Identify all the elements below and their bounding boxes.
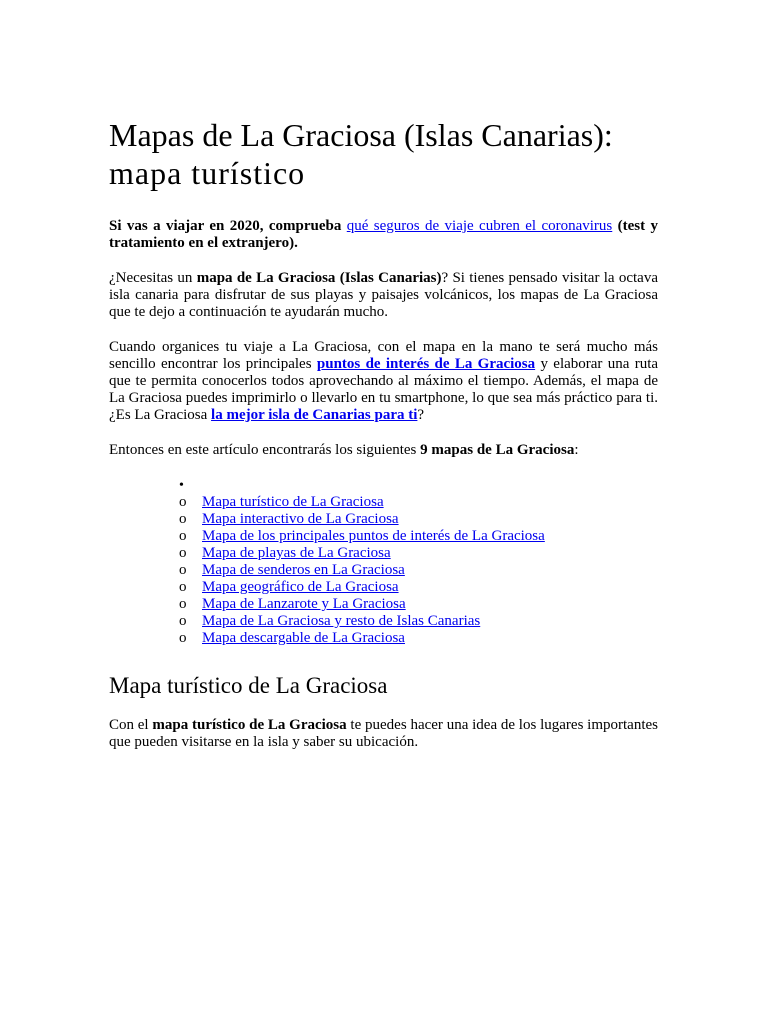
bullet-dot-icon: • <box>179 478 184 493</box>
toc-link-senderos[interactable]: Mapa de senderos en La Graciosa <box>202 562 405 578</box>
page-title-line2: mapa turístico <box>109 155 306 191</box>
maps-intro-colon: : <box>574 442 579 458</box>
toc-item <box>179 545 658 562</box>
toc-empty-item <box>179 477 658 494</box>
planning-text-middle: y elaborar una ruta que te permita conocerlos todos aprovechando al máximo el tiempo. Además, el mapa de La Graciosa puedes imprimirlo o llevarlo en tu smartphone, lo que sea más práctico para ti. ¿Es La Graciosa <box>109 356 659 423</box>
intro-bold-text: Si vas a viajar en 2020, comprueba <box>109 218 342 234</box>
maps-table-of-contents <box>109 477 658 647</box>
toc-link-geografico[interactable]: Mapa geográfico de La Graciosa <box>202 579 399 595</box>
toc-item <box>179 630 658 647</box>
toc-link-puntos-interes[interactable]: Mapa de los principales puntos de interés de La Graciosa <box>202 528 545 544</box>
bullet-circle-icon: o <box>179 528 187 544</box>
bullet-circle-icon: o <box>179 579 187 595</box>
bullet-circle-icon: o <box>179 562 187 578</box>
document-page <box>109 116 658 769</box>
toc-item <box>179 579 658 596</box>
intro-text-start: ¿Necesitas un <box>109 270 193 286</box>
section-bold: mapa turístico de La Graciosa <box>152 717 347 733</box>
intro-coronavirus-paragraph <box>109 218 658 252</box>
planning-paragraph <box>109 339 658 424</box>
intro-text-end: ? Si tienes pensado visitar la octava isla canaria para disfrutar de sus playas y paisajes volcánicos, los mapas de La Graciosa que te dejo a continuación te ayudarán mucho. <box>109 270 658 320</box>
toc-link-mapa-interactivo[interactable]: Mapa interactivo de La Graciosa <box>202 511 399 527</box>
travel-insurance-link[interactable]: qué seguros de viaje cubren el coronavirus <box>346 218 613 234</box>
page-title-line1: Mapas de La Graciosa (Islas Canarias): <box>109 117 613 153</box>
section-text-start: Con el <box>109 717 149 733</box>
toc-link-playas[interactable]: Mapa de playas de La Graciosa <box>202 545 391 561</box>
intro-bold-text-end: (test y tratamiento en el extranjero). <box>109 218 658 251</box>
bullet-circle-icon: o <box>179 511 187 527</box>
bullet-circle-icon: o <box>179 613 187 629</box>
intro-bold-map: mapa de La Graciosa (Islas Canarias) <box>196 270 442 286</box>
page-title <box>109 116 658 192</box>
toc-link-lanzarote[interactable]: Mapa de Lanzarote y La Graciosa <box>202 596 406 612</box>
toc-link-mapa-turistico[interactable]: Mapa turístico de La Graciosa <box>202 494 384 510</box>
toc-item <box>179 562 658 579</box>
bullet-circle-icon: o <box>179 630 187 646</box>
planning-text-end: ? <box>417 407 425 423</box>
section-heading: Mapa turístico de La Graciosa <box>109 673 388 698</box>
toc-link-islas-canarias[interactable]: Mapa de La Graciosa y resto de Islas Canarias <box>202 613 481 629</box>
toc-item <box>179 528 658 545</box>
toc-item <box>179 596 658 613</box>
maps-list-intro <box>109 442 658 459</box>
points-of-interest-link[interactable]: puntos de interés de La Graciosa <box>316 356 536 372</box>
toc-item <box>179 511 658 528</box>
maps-intro-text: Entonces en este artículo encontrarás los siguientes <box>109 442 417 458</box>
toc-item <box>179 613 658 630</box>
intro-paragraph <box>109 270 658 321</box>
bullet-circle-icon: o <box>179 545 187 561</box>
bullet-circle-icon: o <box>179 596 187 612</box>
toc-link-descargable[interactable]: Mapa descargable de La Graciosa <box>202 630 405 646</box>
section-paragraph <box>109 717 658 751</box>
section-text-end: te puedes hacer una idea de los lugares importantes que pueden visitarse en la isla y saber su ubicación. <box>109 717 658 750</box>
planning-text-start: Cuando organices tu viaje a La Graciosa, con el mapa en la mano te será mucho más sencillo encontrar los principales <box>109 339 658 372</box>
best-island-link[interactable]: la mejor isla de Canarias para ti <box>211 407 418 423</box>
toc-item <box>179 494 658 511</box>
bullet-circle-icon: o <box>179 494 187 510</box>
maps-count-bold: 9 mapas de La Graciosa <box>420 442 575 458</box>
